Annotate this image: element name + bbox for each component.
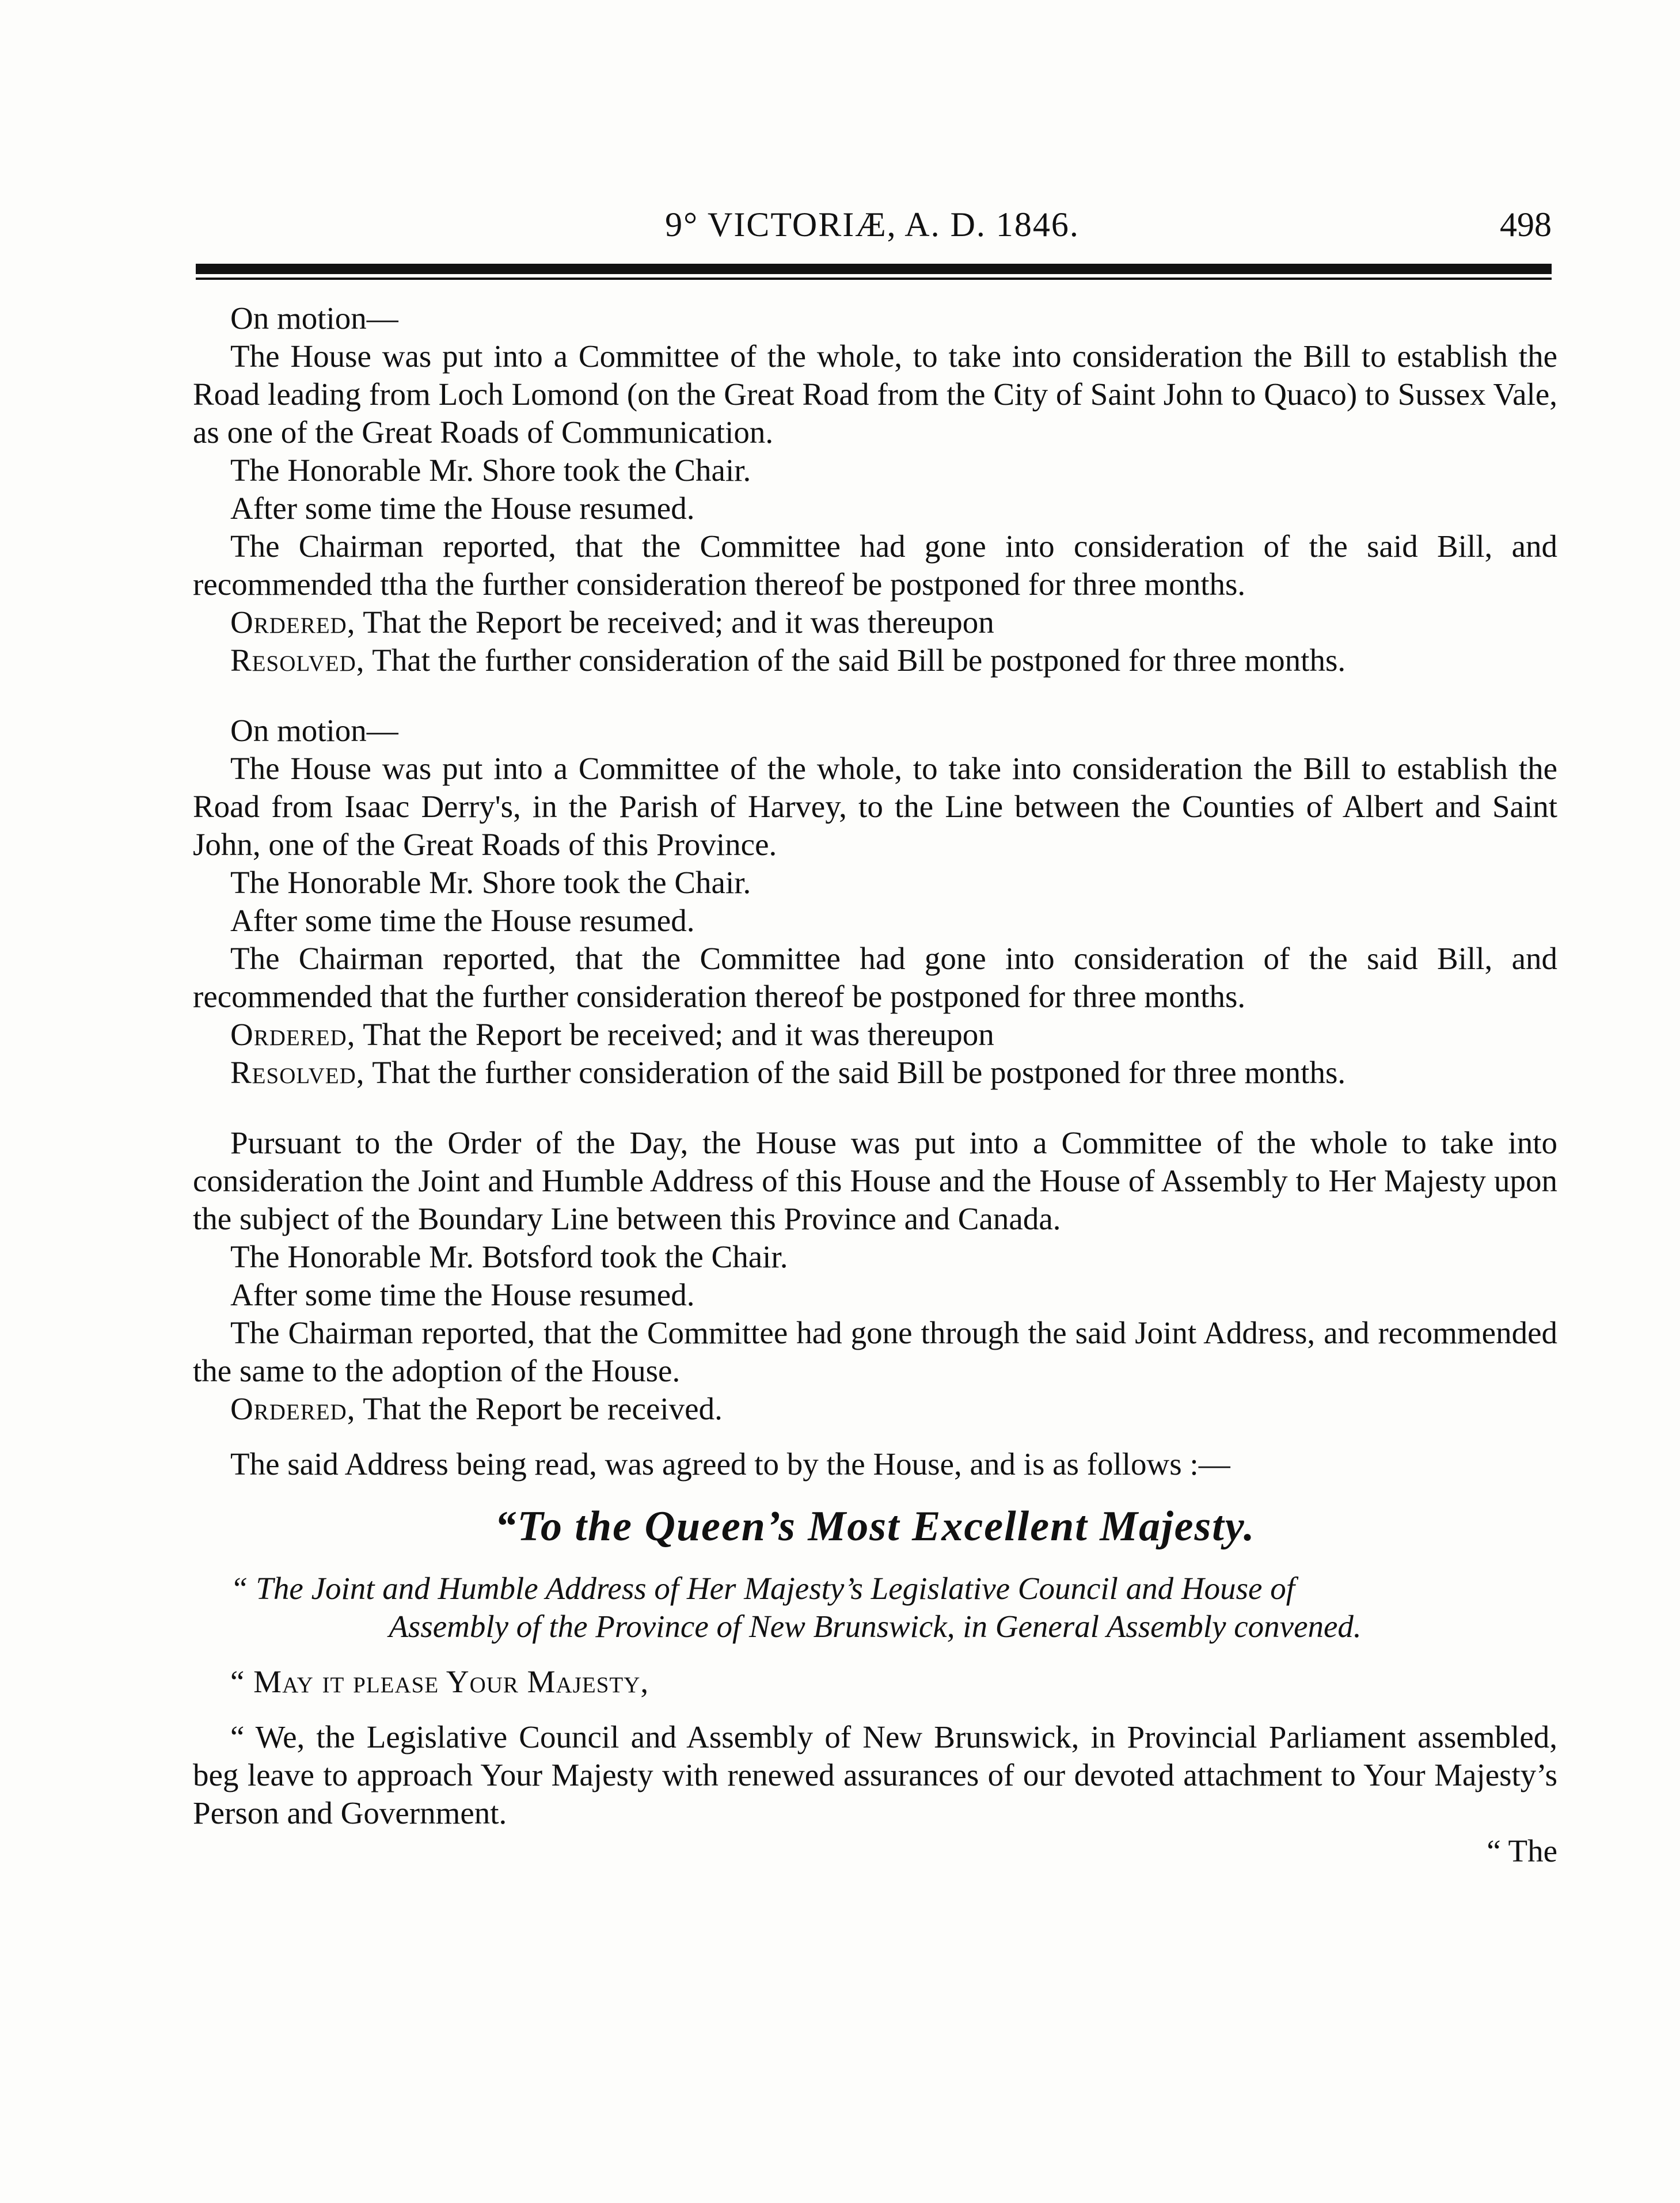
ordered-text: That the Report be received. xyxy=(363,1391,723,1426)
ordered-label: Ordered, xyxy=(230,605,356,640)
paragraph: The Chairman reported, that the Committee had gone into consideration of the said Bill, and recommended that the further consideration thereof be postponed for three months. xyxy=(193,941,1557,1014)
paragraph: After some time the House resumed. xyxy=(230,1277,695,1312)
motion-heading: On motion— xyxy=(230,301,398,336)
ordered-label: Ordered, xyxy=(230,1391,356,1426)
ordered-paragraph xyxy=(193,603,1557,641)
address-subtitle-line2: Assembly of the Province of New Brunswick, in General Assembly convened. xyxy=(389,1609,1362,1644)
paragraph: The Chairman reported, that the Committee had gone through the said Joint Address, and recommended the same to the adoption of the House. xyxy=(193,1315,1557,1388)
section-gap xyxy=(193,1092,1557,1124)
resolved-label: Resolved, xyxy=(230,1055,365,1090)
ordered-text: That the Report be received; and it was thereupon xyxy=(363,1017,994,1052)
ordered-paragraph xyxy=(193,1016,1557,1054)
running-title: 9° VICTORIÆ, A. D. 1846. xyxy=(665,206,1080,244)
resolved-paragraph xyxy=(193,1054,1557,1092)
ordered-text: That the Report be received; and it was thereupon xyxy=(363,605,994,640)
paragraph: The Honorable Mr. Shore took the Chair. xyxy=(230,453,751,488)
address-subtitle xyxy=(193,1570,1557,1646)
section-gap xyxy=(193,1428,1557,1445)
paragraph: After some time the House resumed. xyxy=(230,903,695,938)
address-subtitle-line1: “ The Joint and Humble Address of Her Majesty’s Legislative Council and House of xyxy=(230,1571,1295,1606)
paragraph: The Honorable Mr. Shore took the Chair. xyxy=(230,865,751,900)
paragraph: The House was put into a Committee of the whole, to take into consideration the Bill to establish the Road leading from Loch Lomond (on the Great Road from the City of Saint John to Quaco) to Sussex Vale, as one of the Great Roads of Communication. xyxy=(193,339,1557,450)
address-salutation: “ May it please Your Majesty, xyxy=(230,1664,649,1699)
paragraph: The House was put into a Committee of the whole, to take into consideration the Bill to establish the Road from Isaac Derry's, in the Parish of Harvey, to the Line between the Counties of Albert and Saint John, one of the Great Roads of this Province. xyxy=(193,751,1557,862)
ordered-label: Ordered, xyxy=(230,1017,356,1052)
paragraph: The Honorable Mr. Botsford took the Chair. xyxy=(230,1239,788,1274)
page-number: 498 xyxy=(1500,206,1552,244)
motion-heading: On motion— xyxy=(230,713,398,748)
paragraph: Pursuant to the Order of the Day, the House was put into a Committee of the whole to take into consideration the Joint and Humble Address of this House and the House of Assembly to Her Majesty upon the subject of the Boundary Line between this Province and Canada. xyxy=(193,1125,1557,1236)
paragraph: The said Address being read, was agreed to by the House, and is as follows :— xyxy=(230,1446,1230,1482)
ordered-paragraph xyxy=(193,1390,1557,1428)
header-rule-thin xyxy=(196,278,1552,280)
address-body: “ We, the Legislative Council and Assembly of New Brunswick, in Provincial Parliament assembled, beg leave to approach Your Majesty with renewed assurances of our devoted attachment to Your Majesty’s Person and Government. xyxy=(193,1719,1557,1830)
paragraph: After some time the House resumed. xyxy=(230,491,695,526)
paragraph: The Chairman reported, that the Committee had gone into consideration of the said Bill, and recommended ttha the further consideration thereof be postponed for three months. xyxy=(193,529,1557,602)
section-gap xyxy=(193,679,1557,712)
section-gap xyxy=(193,1701,1557,1718)
page-header xyxy=(193,199,1552,250)
resolved-paragraph xyxy=(193,641,1557,679)
resolved-label: Resolved, xyxy=(230,643,365,678)
catchword: “ The xyxy=(1487,1833,1557,1868)
resolved-text: That the further consideration of the said Bill be postponed for three months. xyxy=(372,643,1346,678)
resolved-text: That the further consideration of the said Bill be postponed for three months. xyxy=(372,1055,1346,1090)
page-body xyxy=(193,299,1557,1870)
section-gap xyxy=(193,1646,1557,1663)
header-rule-thick xyxy=(196,264,1552,274)
address-heading: “To the Queen’s Most Excellent Majesty. xyxy=(495,1503,1256,1550)
